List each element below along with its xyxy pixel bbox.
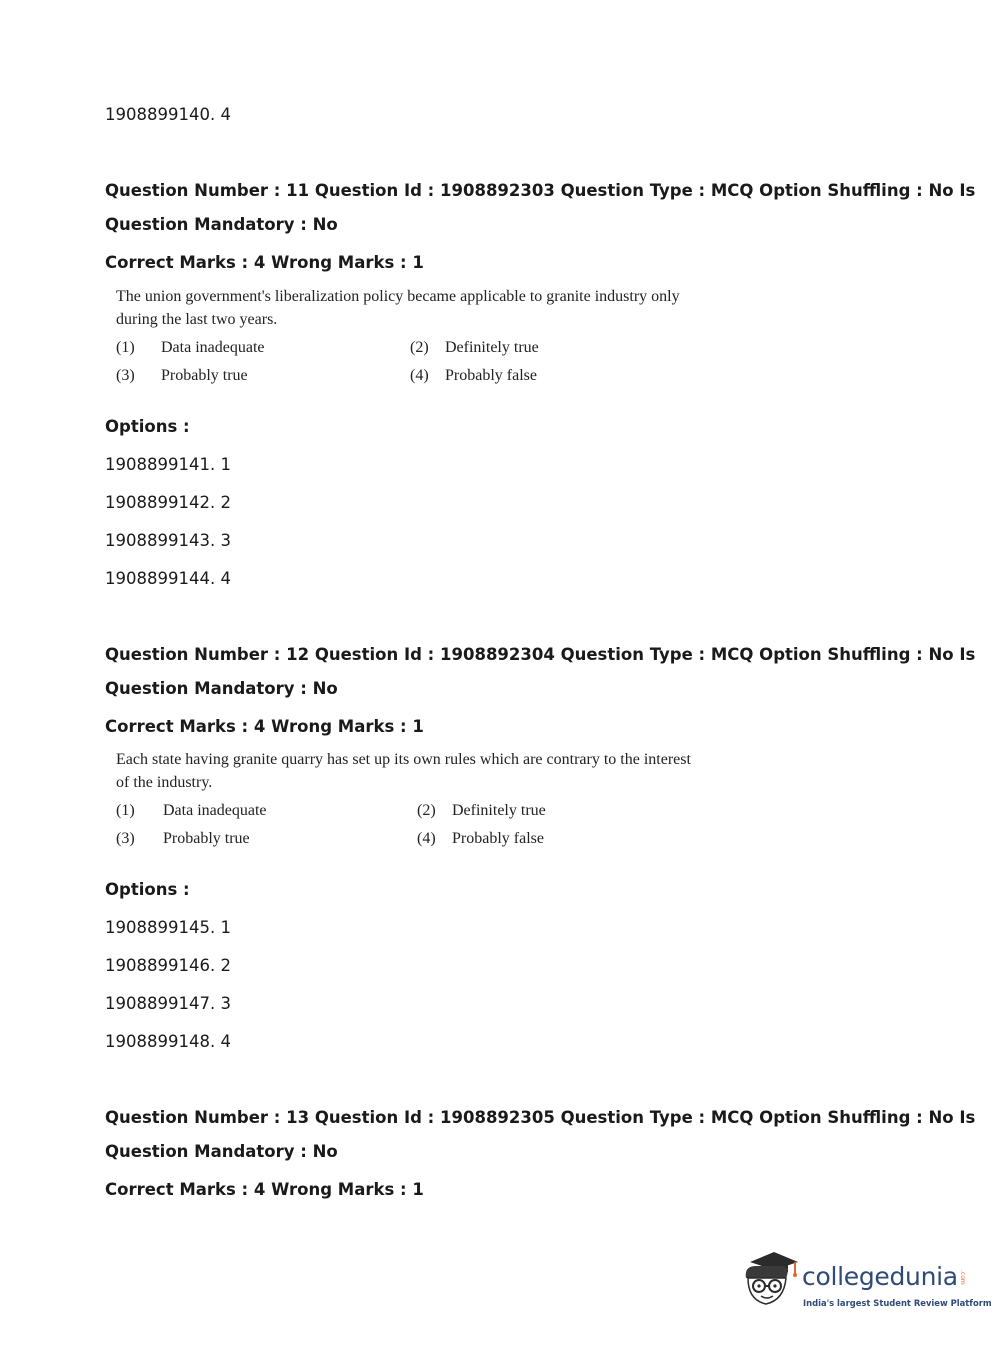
choice-item xyxy=(417,830,544,848)
choice-item xyxy=(116,367,248,385)
question-mandatory: Question Mandatory : No xyxy=(105,679,338,698)
mascot-icon xyxy=(740,1248,802,1314)
options-label: Options : xyxy=(105,880,190,899)
option-item: 1908899148. 4 xyxy=(105,1032,231,1051)
choice-text: Data inadequate xyxy=(161,339,265,356)
question-header: Question Number : 12 Question Id : 1908892304 Question Type : MCQ Option Shuffling : No Is xyxy=(105,645,976,664)
question-image xyxy=(116,748,736,858)
logo-wordmark: collegedunia xyxy=(802,1262,958,1291)
choice-text: Definitely true xyxy=(445,339,539,356)
choice-item xyxy=(410,367,537,385)
question-header: Question Number : 13 Question Id : 1908892305 Question Type : MCQ Option Shuffling : No Is xyxy=(105,1108,976,1127)
option-item: 1908899146. 2 xyxy=(105,956,231,975)
choice-number: (3) xyxy=(116,830,135,847)
option-item: 1908899145. 1 xyxy=(105,918,231,937)
option-item: 1908899147. 3 xyxy=(105,994,231,1013)
choice-number: (1) xyxy=(116,339,135,356)
option-item: 1908899143. 3 xyxy=(105,531,231,550)
choice-text: Probably true xyxy=(161,367,248,384)
question-header: Question Number : 11 Question Id : 1908892303 Question Type : MCQ Option Shuffling : No Is xyxy=(105,181,976,200)
options-label: Options : xyxy=(105,417,190,436)
question-statement-line: Each state having granite quarry has set up its own rules which are contrary to the interest xyxy=(116,751,691,768)
question-statement-line: during the last two years. xyxy=(116,311,278,328)
choice-number: (2) xyxy=(410,339,429,356)
choice-number: (4) xyxy=(417,830,436,847)
choice-text: Definitely true xyxy=(452,802,546,819)
choice-text: Data inadequate xyxy=(163,802,267,819)
option-item: 1908899141. 1 xyxy=(105,455,231,474)
choice-item xyxy=(116,830,250,848)
question-statement-line: The union government's liberalization policy became applicable to granite industry only xyxy=(116,288,680,305)
question-marks: Correct Marks : 4 Wrong Marks : 1 xyxy=(105,253,424,272)
choice-number: (1) xyxy=(116,802,135,819)
question-statement-line: of the industry. xyxy=(116,774,213,791)
logo-dotcom: .com xyxy=(959,1270,966,1285)
choice-number: (3) xyxy=(116,367,135,384)
choice-text: Probably false xyxy=(445,367,537,384)
question-image xyxy=(116,285,726,395)
choice-text: Probably true xyxy=(163,830,250,847)
option-item: 1908899140. 4 xyxy=(105,105,231,124)
choice-number: (2) xyxy=(417,802,436,819)
question-marks: Correct Marks : 4 Wrong Marks : 1 xyxy=(105,717,424,736)
question-mandatory: Question Mandatory : No xyxy=(105,215,338,234)
option-item: 1908899142. 2 xyxy=(105,493,231,512)
question-mandatory: Question Mandatory : No xyxy=(105,1142,338,1161)
choice-item xyxy=(417,802,546,820)
choice-item xyxy=(116,339,265,357)
option-item: 1908899144. 4 xyxy=(105,569,231,588)
choice-text: Probably false xyxy=(452,830,544,847)
choice-item xyxy=(116,802,267,820)
choice-item xyxy=(410,339,539,357)
question-marks: Correct Marks : 4 Wrong Marks : 1 xyxy=(105,1180,424,1199)
collegedunia-logo xyxy=(740,1248,992,1318)
choice-number: (4) xyxy=(410,367,429,384)
logo-tagline: India's largest Student Review Platform xyxy=(803,1298,992,1308)
